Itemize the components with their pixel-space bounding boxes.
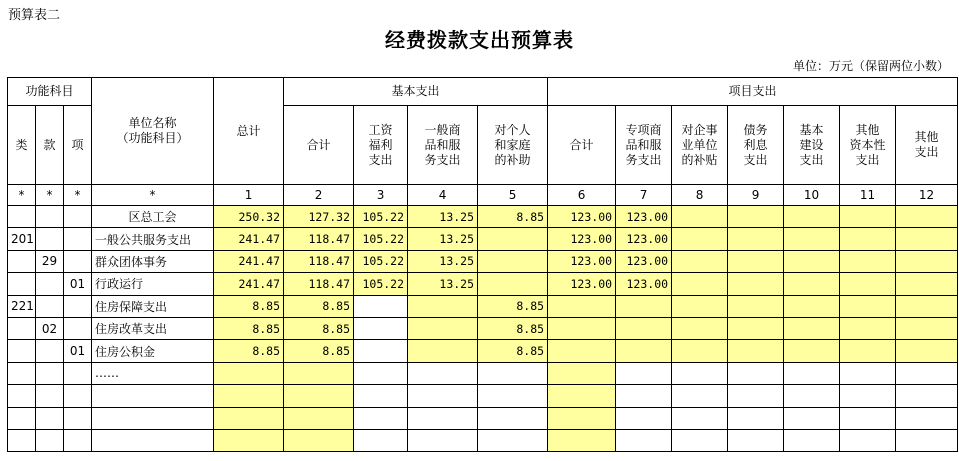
cell-c9 xyxy=(728,273,784,295)
index-cell: 2 xyxy=(284,185,354,206)
cell-name: 区总工会 xyxy=(92,206,214,228)
table-row xyxy=(8,273,958,295)
cell-c4 xyxy=(408,385,478,407)
cell-lei xyxy=(8,250,36,272)
table-row xyxy=(8,362,958,384)
cell-c4 xyxy=(408,362,478,384)
index-cell: * xyxy=(64,185,92,206)
cell-c4: 13.25 xyxy=(408,206,478,228)
cell-kuan xyxy=(36,362,64,384)
cell-c3: 105.22 xyxy=(354,206,408,228)
cell-c9 xyxy=(728,407,784,429)
cell-c1: 241.47 xyxy=(214,228,284,250)
cell-c2 xyxy=(284,407,354,429)
cell-c4: 13.25 xyxy=(408,273,478,295)
cell-kuan xyxy=(36,206,64,228)
cell-c4 xyxy=(408,429,478,451)
cell-kuan xyxy=(36,429,64,451)
cell-lei xyxy=(8,362,36,384)
cell-xiang xyxy=(64,407,92,429)
cell-c1 xyxy=(214,407,284,429)
header-c7: 专项商 品和服 务支出 xyxy=(616,106,672,185)
table-row xyxy=(8,228,958,250)
table-row xyxy=(8,250,958,272)
cell-kuan xyxy=(36,273,64,295)
cell-c3 xyxy=(354,340,408,362)
cell-c11 xyxy=(840,385,896,407)
cell-c10 xyxy=(784,295,840,317)
budget-table xyxy=(7,77,958,452)
header-basic: 基本支出 xyxy=(284,78,548,106)
cell-c3: 105.22 xyxy=(354,273,408,295)
cell-xiang xyxy=(64,429,92,451)
cell-lei xyxy=(8,385,36,407)
cell-c9 xyxy=(728,206,784,228)
index-cell: 3 xyxy=(354,185,408,206)
cell-c11 xyxy=(840,429,896,451)
cell-lei xyxy=(8,340,36,362)
cell-c1 xyxy=(214,385,284,407)
table-row xyxy=(8,295,958,317)
cell-c2 xyxy=(284,362,354,384)
cell-c9 xyxy=(728,362,784,384)
header-c2: 合计 xyxy=(284,106,354,185)
cell-c3 xyxy=(354,362,408,384)
cell-c11 xyxy=(840,250,896,272)
cell-c12 xyxy=(896,362,958,384)
header-c8: 对企事 业单位 的补贴 xyxy=(672,106,728,185)
cell-name: 一般公共服务支出 xyxy=(92,228,214,250)
cell-kuan xyxy=(36,340,64,362)
cell-xiang xyxy=(64,385,92,407)
cell-kuan xyxy=(36,407,64,429)
cell-c10 xyxy=(784,273,840,295)
cell-c7: 123.00 xyxy=(616,206,672,228)
index-cell: 12 xyxy=(896,185,958,206)
index-cell: 8 xyxy=(672,185,728,206)
cell-c9 xyxy=(728,317,784,339)
cell-xiang xyxy=(64,317,92,339)
cell-c2: 118.47 xyxy=(284,250,354,272)
cell-c3 xyxy=(354,295,408,317)
cell-c1: 8.85 xyxy=(214,340,284,362)
cell-c4 xyxy=(408,295,478,317)
table-row xyxy=(8,385,958,407)
cell-c5 xyxy=(478,429,548,451)
cell-kuan: 02 xyxy=(36,317,64,339)
cell-xiang xyxy=(64,206,92,228)
header-c5: 对个人 和家庭 的补助 xyxy=(478,106,548,185)
cell-c7 xyxy=(616,385,672,407)
page-title: 经费拨款支出预算表 xyxy=(385,28,574,52)
cell-c10 xyxy=(784,429,840,451)
index-cell: 7 xyxy=(616,185,672,206)
cell-c8 xyxy=(672,362,728,384)
cell-lei xyxy=(8,273,36,295)
cell-c3 xyxy=(354,407,408,429)
header-c6: 合计 xyxy=(548,106,616,185)
index-cell: 1 xyxy=(214,185,284,206)
cell-c2: 8.85 xyxy=(284,295,354,317)
cell-name: 住房改革支出 xyxy=(92,317,214,339)
cell-c12 xyxy=(896,429,958,451)
index-cell: * xyxy=(8,185,36,206)
cell-c12 xyxy=(896,206,958,228)
cell-c1: 8.85 xyxy=(214,295,284,317)
cell-c11 xyxy=(840,206,896,228)
cell-c4: 13.25 xyxy=(408,250,478,272)
cell-c11 xyxy=(840,317,896,339)
cell-name xyxy=(92,407,214,429)
cell-c2: 118.47 xyxy=(284,273,354,295)
cell-c2: 8.85 xyxy=(284,317,354,339)
cell-name: 群众团体事务 xyxy=(92,250,214,272)
cell-xiang xyxy=(64,228,92,250)
index-row xyxy=(8,185,958,206)
cell-c6 xyxy=(548,362,616,384)
table-row xyxy=(8,340,958,362)
cell-c2: 8.85 xyxy=(284,340,354,362)
cell-name xyxy=(92,429,214,451)
cell-c10 xyxy=(784,228,840,250)
cell-c5: 8.85 xyxy=(478,206,548,228)
header-c4: 一般商 品和服 务支出 xyxy=(408,106,478,185)
cell-c10 xyxy=(784,362,840,384)
index-cell: 6 xyxy=(548,185,616,206)
index-cell: 11 xyxy=(840,185,896,206)
table-row xyxy=(8,206,958,228)
cell-c1: 250.32 xyxy=(214,206,284,228)
cell-c8 xyxy=(672,385,728,407)
cell-c4 xyxy=(408,340,478,362)
cell-c5 xyxy=(478,228,548,250)
cell-c7: 123.00 xyxy=(616,250,672,272)
header-func-subject: 功能科目 xyxy=(8,78,92,106)
cell-lei xyxy=(8,407,36,429)
cell-c10 xyxy=(784,206,840,228)
table-row xyxy=(8,317,958,339)
cell-c11 xyxy=(840,340,896,362)
cell-c6 xyxy=(548,429,616,451)
cell-c12 xyxy=(896,295,958,317)
header-kuan: 款 xyxy=(36,106,64,185)
table-row xyxy=(8,429,958,451)
cell-c1 xyxy=(214,429,284,451)
cell-c7 xyxy=(616,317,672,339)
header-unit-name: 单位名称 （功能科目） xyxy=(92,78,214,185)
cell-c11 xyxy=(840,295,896,317)
cell-c8 xyxy=(672,317,728,339)
cell-c8 xyxy=(672,407,728,429)
cell-c4: 13.25 xyxy=(408,228,478,250)
cell-xiang xyxy=(64,250,92,272)
cell-c10 xyxy=(784,340,840,362)
header-c12: 其他 支出 xyxy=(896,106,958,185)
cell-c12 xyxy=(896,250,958,272)
cell-c12 xyxy=(896,385,958,407)
cell-c9 xyxy=(728,385,784,407)
cell-lei xyxy=(8,429,36,451)
cell-c7: 123.00 xyxy=(616,273,672,295)
cell-c9 xyxy=(728,228,784,250)
index-cell: 5 xyxy=(478,185,548,206)
cell-c8 xyxy=(672,250,728,272)
cell-c6: 123.00 xyxy=(548,206,616,228)
cell-c3: 105.22 xyxy=(354,250,408,272)
cell-c6 xyxy=(548,385,616,407)
cell-c3 xyxy=(354,385,408,407)
header-xiang: 项 xyxy=(64,106,92,185)
cell-kuan xyxy=(36,295,64,317)
cell-name: 住房公积金 xyxy=(92,340,214,362)
cell-name: …… xyxy=(92,362,214,384)
cell-kuan: 29 xyxy=(36,250,64,272)
cell-c5 xyxy=(478,385,548,407)
cell-c2 xyxy=(284,429,354,451)
cell-c8 xyxy=(672,295,728,317)
cell-c6: 123.00 xyxy=(548,250,616,272)
cell-c5 xyxy=(478,250,548,272)
cell-c9 xyxy=(728,295,784,317)
cell-c6 xyxy=(548,295,616,317)
cell-c7 xyxy=(616,362,672,384)
cell-lei xyxy=(8,206,36,228)
header-c3: 工资 福利 支出 xyxy=(354,106,408,185)
cell-c5: 8.85 xyxy=(478,295,548,317)
table-row xyxy=(8,407,958,429)
cell-c3 xyxy=(354,317,408,339)
cell-c6: 123.00 xyxy=(548,273,616,295)
cell-c10 xyxy=(784,407,840,429)
unit-note: 单位：万元（保留两位小数） xyxy=(792,59,949,73)
header-c9: 债务 利息 支出 xyxy=(728,106,784,185)
cell-lei: 221 xyxy=(8,295,36,317)
header-project: 项目支出 xyxy=(548,78,958,106)
cell-c9 xyxy=(728,340,784,362)
cell-c1 xyxy=(214,362,284,384)
cell-c1: 241.47 xyxy=(214,250,284,272)
cell-name xyxy=(92,385,214,407)
cell-lei: 201 xyxy=(8,228,36,250)
cell-c6 xyxy=(548,317,616,339)
cell-c10 xyxy=(784,385,840,407)
cell-c5 xyxy=(478,407,548,429)
cell-c5 xyxy=(478,362,548,384)
cell-kuan xyxy=(36,228,64,250)
cell-c8 xyxy=(672,206,728,228)
doc-label: 预算表二 xyxy=(8,8,61,23)
cell-c7 xyxy=(616,429,672,451)
cell-c3 xyxy=(354,429,408,451)
cell-c6: 123.00 xyxy=(548,228,616,250)
cell-c9 xyxy=(728,429,784,451)
cell-c12 xyxy=(896,228,958,250)
cell-kuan xyxy=(36,385,64,407)
cell-c11 xyxy=(840,407,896,429)
cell-c2: 118.47 xyxy=(284,228,354,250)
cell-c8 xyxy=(672,340,728,362)
cell-c7 xyxy=(616,340,672,362)
cell-xiang xyxy=(64,362,92,384)
cell-c6 xyxy=(548,340,616,362)
cell-c2: 127.32 xyxy=(284,206,354,228)
cell-c8 xyxy=(672,273,728,295)
cell-c1: 241.47 xyxy=(214,273,284,295)
cell-c10 xyxy=(784,317,840,339)
cell-name: 住房保障支出 xyxy=(92,295,214,317)
cell-c12 xyxy=(896,317,958,339)
cell-c7: 123.00 xyxy=(616,228,672,250)
cell-name: 行政运行 xyxy=(92,273,214,295)
cell-c7 xyxy=(616,407,672,429)
cell-c8 xyxy=(672,228,728,250)
cell-c10 xyxy=(784,250,840,272)
cell-c4 xyxy=(408,317,478,339)
cell-c11 xyxy=(840,362,896,384)
cell-c4 xyxy=(408,407,478,429)
cell-c9 xyxy=(728,250,784,272)
cell-c11 xyxy=(840,273,896,295)
index-cell: 10 xyxy=(784,185,840,206)
header-c11: 其他 资本性 支出 xyxy=(840,106,896,185)
index-cell: * xyxy=(92,185,214,206)
header-total: 总计 xyxy=(214,78,284,185)
index-cell: 9 xyxy=(728,185,784,206)
cell-xiang xyxy=(64,295,92,317)
header-lei: 类 xyxy=(8,106,36,185)
header-c10: 基本 建设 支出 xyxy=(784,106,840,185)
cell-c12 xyxy=(896,340,958,362)
cell-c7 xyxy=(616,295,672,317)
cell-xiang: 01 xyxy=(64,273,92,295)
cell-c3: 105.22 xyxy=(354,228,408,250)
cell-c5 xyxy=(478,273,548,295)
cell-c12 xyxy=(896,273,958,295)
cell-c8 xyxy=(672,429,728,451)
cell-c5: 8.85 xyxy=(478,340,548,362)
cell-c11 xyxy=(840,228,896,250)
index-cell: 4 xyxy=(408,185,478,206)
index-cell: * xyxy=(36,185,64,206)
cell-xiang: 01 xyxy=(64,340,92,362)
cell-c2 xyxy=(284,385,354,407)
cell-c5: 8.85 xyxy=(478,317,548,339)
cell-lei xyxy=(8,317,36,339)
cell-c12 xyxy=(896,407,958,429)
cell-c6 xyxy=(548,407,616,429)
cell-c1: 8.85 xyxy=(214,317,284,339)
